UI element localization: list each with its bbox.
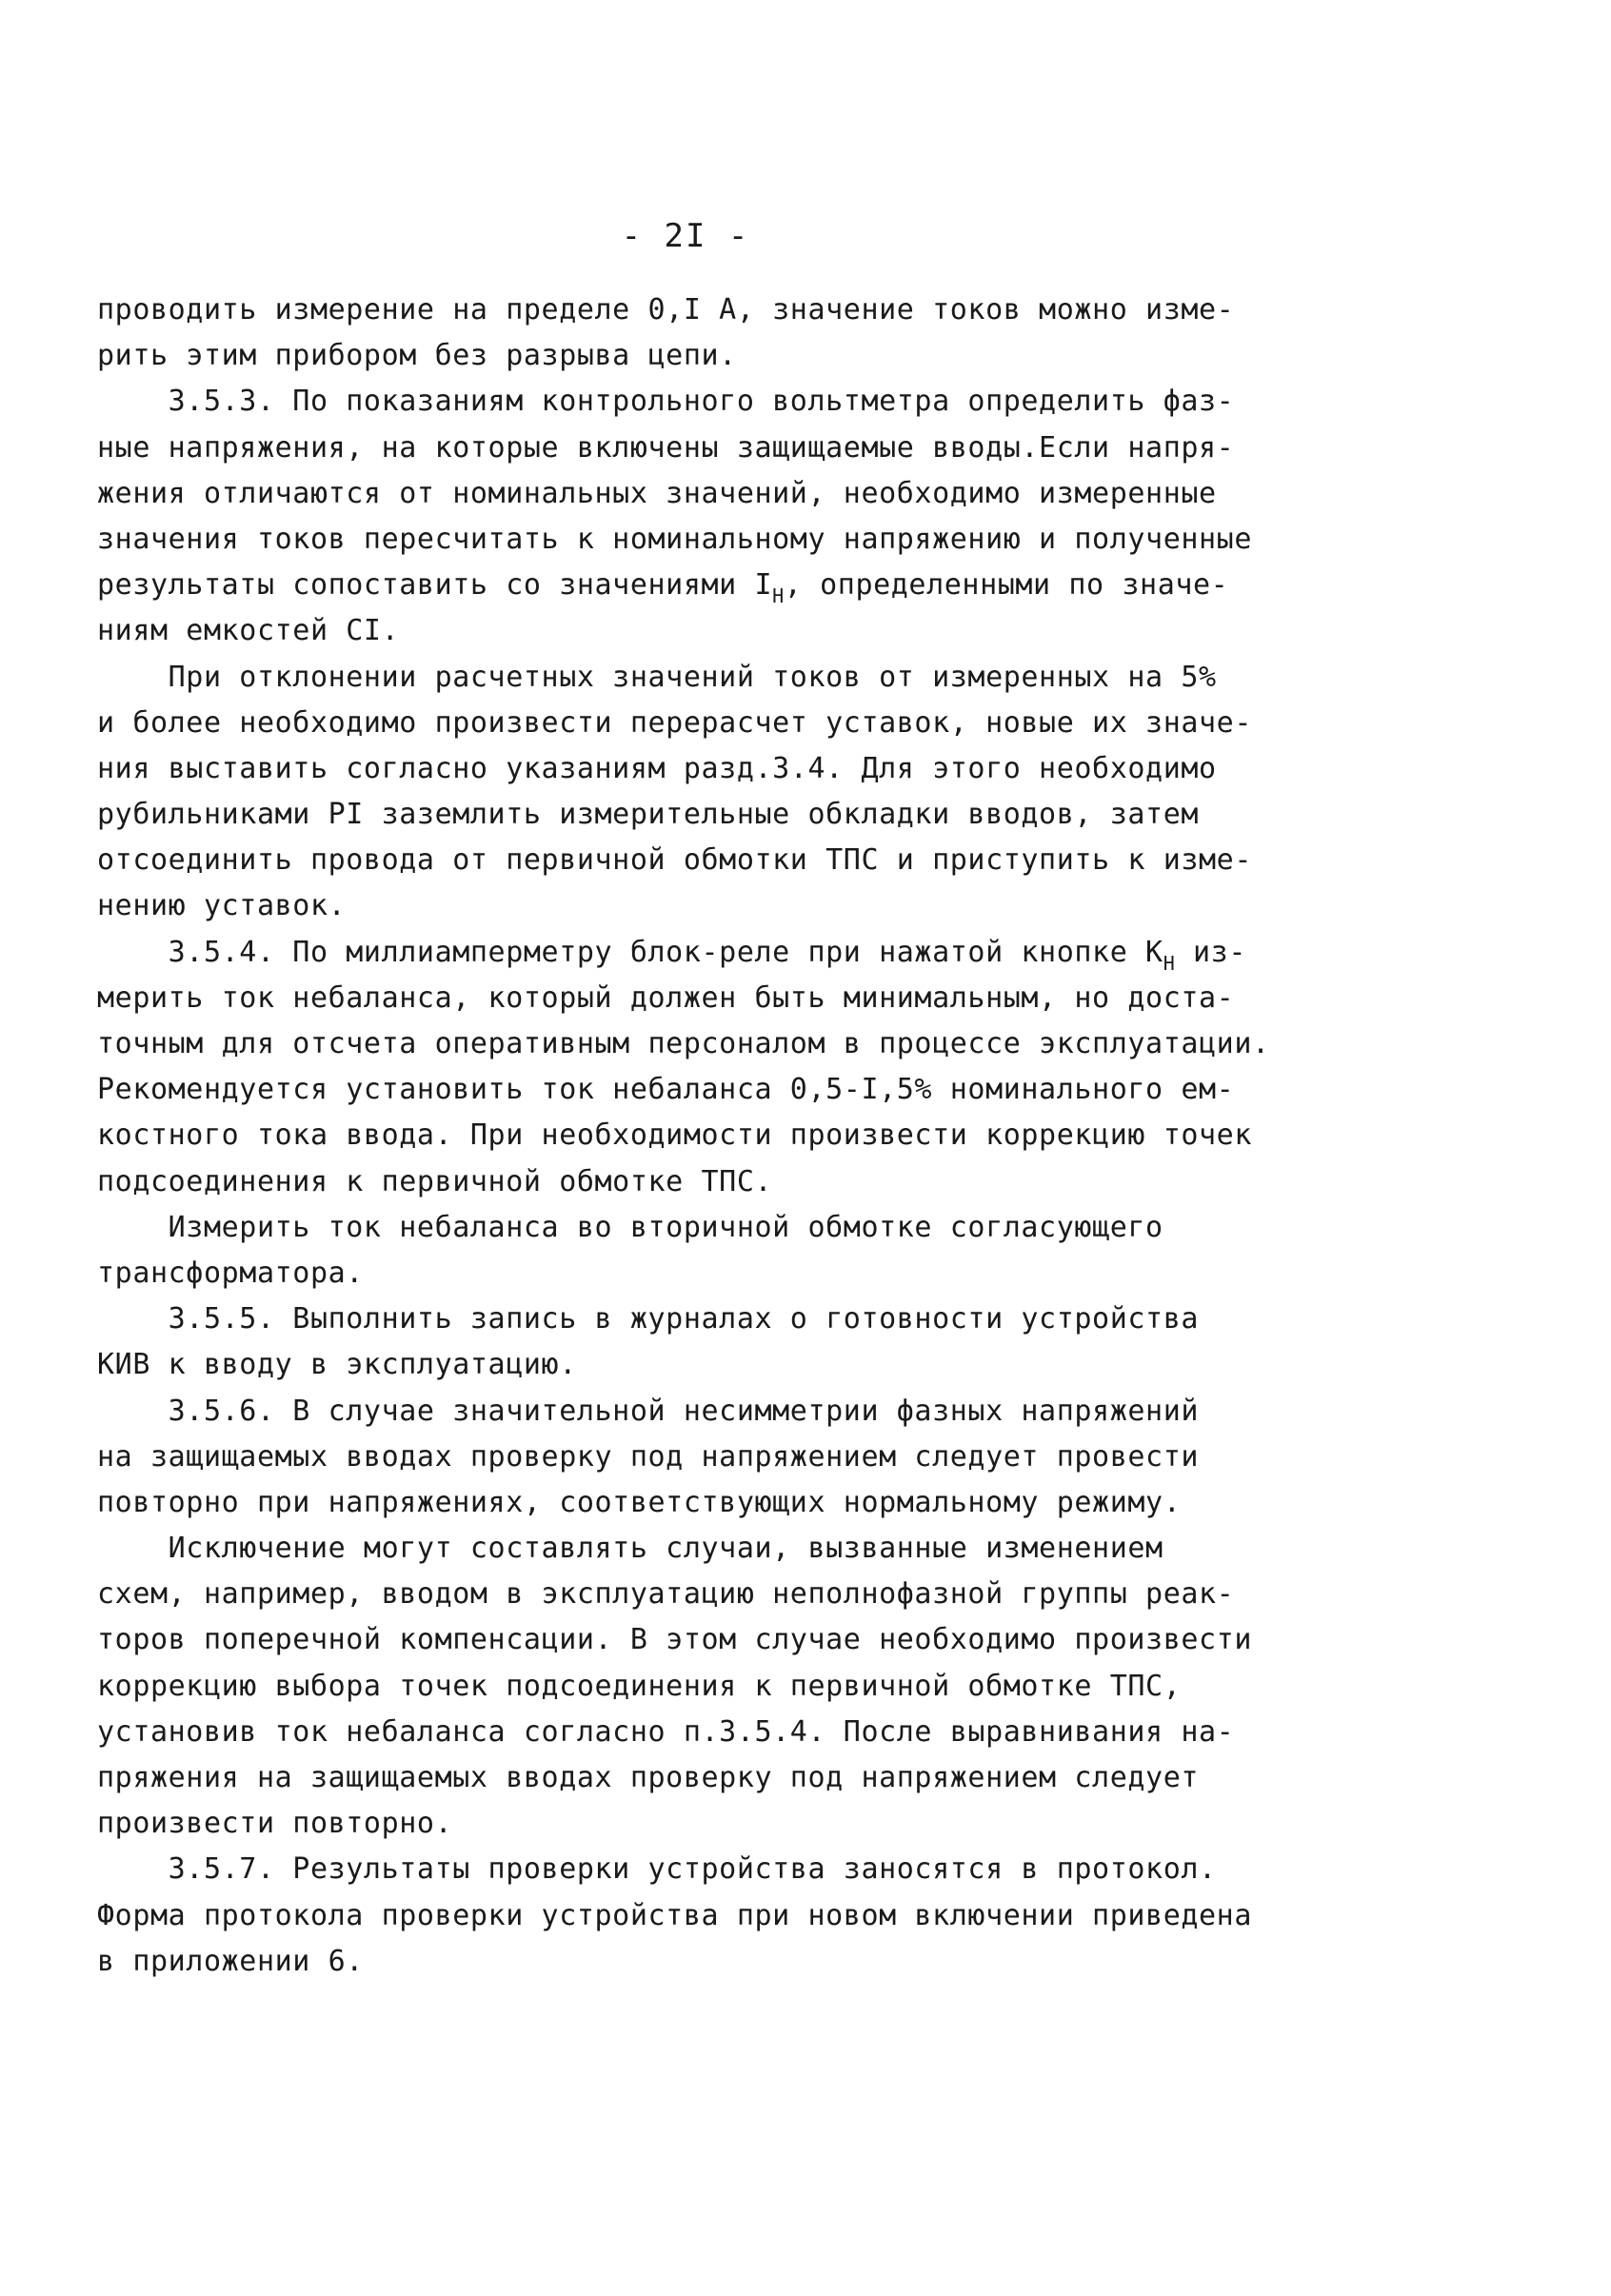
- text-line: трансформатора.: [97, 1256, 364, 1290]
- text-line: произвести повторно.: [97, 1807, 453, 1841]
- text-line: Измерить ток небаланса во вторичной обмотке согласующего: [97, 1210, 1164, 1244]
- text-segment: 3.5.4. По миллиамперметру блок-реле при нажатой кнопке К: [97, 935, 1164, 969]
- text-line: Рекомендуется установить ток небаланса 0,5-I,5% номинального ем-: [97, 1073, 1235, 1107]
- text-line: проводить измерение на пределе 0,I А, значение токов можно изме-: [97, 293, 1235, 327]
- text-line: значения токов пересчитать к номинальному напряжению и полученные: [97, 522, 1252, 556]
- text-line: установив ток небаланса согласно п.3.5.4. После выравнивания на-: [97, 1714, 1235, 1749]
- text-line: и более необходимо произвести перерасчет уставок, новые их значе-: [97, 705, 1252, 740]
- page-number: - 2I -: [621, 217, 750, 255]
- text-line: мерить ток небаланса, который должен быть минимальным, но доста-: [97, 980, 1235, 1015]
- text-line: точным для отсчета оперативным персоналом в процессе эксплуатации.: [97, 1027, 1270, 1060]
- text-segment: из-: [1175, 935, 1247, 969]
- text-line: Исключение могут составлять случаи, вызванные изменением: [97, 1532, 1164, 1566]
- text-line-with-subscript: [97, 930, 1354, 976]
- text-line: ные напряжения, на которые включены защищаемые вводы.Если напря-: [97, 430, 1235, 465]
- text-line: схем, например, вводом в эксплуатацию неполнофазной группы реак-: [97, 1577, 1235, 1612]
- text-line: подсоединения к первичной обмотке ТПС.: [97, 1164, 773, 1198]
- text-segment: , определенными по значе-: [784, 568, 1229, 603]
- text-line: 3.5.6. В случае значительной несимметрии фазных напряжений: [97, 1394, 1200, 1428]
- text-segment: результаты сопоставить со значениями I: [97, 568, 773, 603]
- text-line-with-subscript: [97, 563, 1354, 608]
- text-line: ния выставить согласно указаниям разд.3.4. Для этого необходимо: [97, 751, 1217, 785]
- text-line: пряжения на защищаемых вводах проверку под напряжением следует: [97, 1761, 1200, 1794]
- text-line: рубильниками РI заземлить измерительные обкладки вводов, затем: [97, 798, 1200, 832]
- text-line: в приложении 6.: [97, 1944, 364, 1978]
- text-line: на защищаемых вводах проверку под напряжением следует провести: [97, 1439, 1200, 1474]
- text-line: 3.5.7. Результаты проверки устройства заносятся в протокол.: [97, 1852, 1217, 1887]
- text-line: коррекцию выбора точек подсоединения к первичной обмотке ТПС,: [97, 1669, 1182, 1703]
- text-line: отсоединить провода от первичной обмотки ТПС и приступить к изме-: [97, 843, 1252, 878]
- text-line: ниям емкостей СI.: [97, 614, 400, 648]
- text-line: рить этим прибором без разрыва цепи.: [97, 339, 737, 373]
- text-line: повторно при напряжениях, соответствующих нормальному режиму.: [97, 1485, 1182, 1519]
- text-line: КИВ к вводу в эксплуатацию.: [97, 1348, 577, 1382]
- text-line: При отклонении расчетных значений токов от измеренных на 5%: [97, 660, 1217, 694]
- body-text: [97, 287, 1354, 1985]
- subscript: Н: [1163, 951, 1176, 975]
- text-line: 3.5.5. Выполнить запись в журналах о готовности устройства: [97, 1302, 1200, 1336]
- text-line: нению уставок.: [97, 889, 347, 923]
- subscript: Н: [772, 584, 785, 608]
- text-line: жения отличаются от номинальных значений, необходимо измеренные: [97, 476, 1217, 510]
- text-line: 3.5.3. По показаниям контрольного вольтметра определить фаз-: [97, 385, 1235, 419]
- text-line: торов поперечной компенсации. В этом случае необходимо произвести: [97, 1623, 1252, 1657]
- text-line: костного тока ввода. При необходимости произвести коррекцию точек: [97, 1118, 1252, 1153]
- text-line: Форма протокола проверки устройства при новом включении приведена: [97, 1898, 1252, 1932]
